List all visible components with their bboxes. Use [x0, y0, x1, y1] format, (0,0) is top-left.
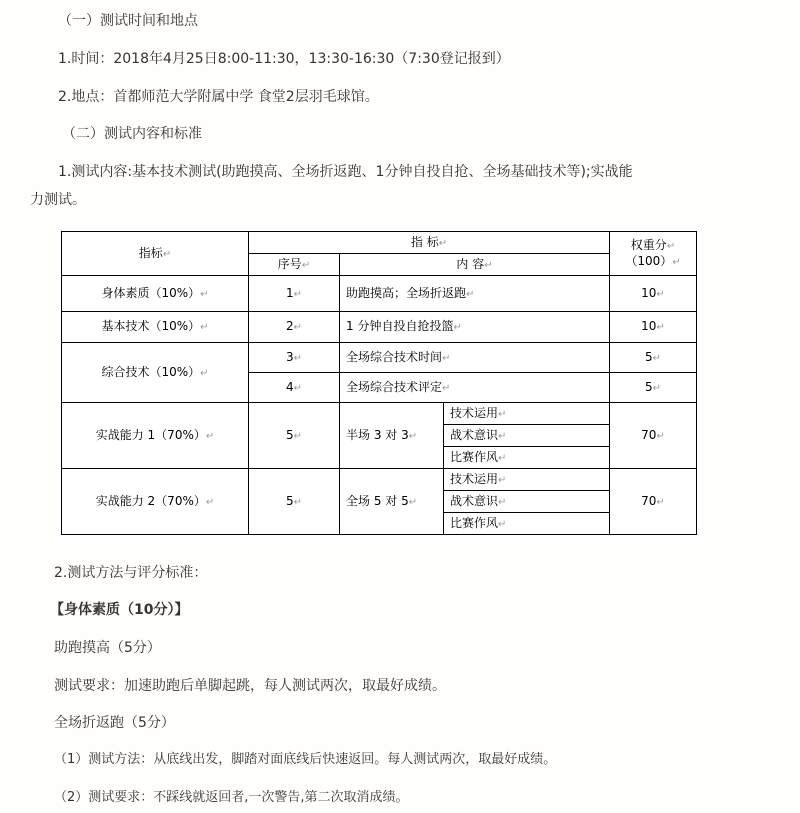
table-row [62, 343, 697, 373]
row-combat1-item-2: 战术意识↵ [444, 425, 610, 447]
row-physical-name: 身体素质（10%）↵ [62, 276, 249, 312]
row-combined-seq-3: 3↵ [249, 343, 340, 373]
row-combined-content-3: 全场综合技术时间↵ [340, 343, 610, 373]
indicator-table-panel [54, 224, 704, 546]
row-basic-name: 基本技术（10%）↵ [62, 312, 249, 343]
header-content: 内 容↵ [340, 254, 610, 276]
table-row [62, 312, 697, 343]
row-combat1-seq: 5↵ [249, 403, 340, 469]
row-combat2-item-2: 战术意识↵ [444, 491, 610, 513]
section2-heading: （二）测试内容和标准 [62, 126, 202, 142]
indicator-table [61, 231, 697, 535]
row-combat1-item-3: 比赛作风↵ [444, 447, 610, 469]
row-basic-weight: 10↵ [610, 312, 697, 343]
row-physical-content: 助跑摸高；全场折返跑↵ [340, 276, 610, 312]
table-row [62, 403, 697, 425]
row-combined-name: 综合技术（10%）↵ [62, 343, 249, 403]
physical-quality-title: 【身体素质（10分）】 [50, 602, 189, 618]
row-combined-content-4: 全场综合技术评定↵ [340, 373, 610, 403]
run-jump-requirement: 测试要求：加速助跑后单脚起跳，每人测试两次，取最好成绩。 [54, 678, 446, 694]
row-combat2-seq: 5↵ [249, 469, 340, 535]
row-physical-weight: 10↵ [610, 276, 697, 312]
row-combat1-weight: 70↵ [610, 403, 697, 469]
test-content-line2: 力测试。 [30, 192, 86, 208]
test-content-line1: 1.测试内容:基本技术测试(助跑摸高、全场折返跑、1分钟自投自抢、全场基础技术等);实战能 [58, 164, 633, 180]
row-basic-content: 1 分钟自投自抢投篮↵ [340, 312, 610, 343]
row-combined-weight-4: 5↵ [610, 373, 697, 403]
row-combat2-format: 全场 5 对 5↵ [340, 469, 444, 535]
table-row [62, 276, 697, 312]
row-combat2-name: 实战能力 2（70%）↵ [62, 469, 249, 535]
test-time: 1.时间：2018年4月25日8:00-11:30，13:30-16:30（7:30登记报到） [58, 51, 510, 67]
header-weight: 权重分↵ （100）↵ [610, 232, 697, 276]
row-combined-seq-4: 4↵ [249, 373, 340, 403]
row-combat2-item-3: 比赛作风↵ [444, 513, 610, 535]
row-basic-seq: 2↵ [249, 312, 340, 343]
row-combined-weight-3: 5↵ [610, 343, 697, 373]
row-combat1-format: 半场 3 对 3↵ [340, 403, 444, 469]
header-indicator-group: 指 标↵ [249, 232, 610, 254]
row-combat1-item-1: 技术运用↵ [444, 403, 610, 425]
row-combat2-item-1: 技术运用↵ [444, 469, 610, 491]
shuttle-run-requirement: （2）测试要求：不踩线就返回者,一次警告,第二次取消成绩。 [54, 790, 409, 805]
shuttle-run-method: （1）测试方法：从底线出发，脚踏对面底线后快速返回。每人测试两次，取最好成绩。 [54, 752, 557, 767]
header-seq: 序号↵ [249, 254, 340, 276]
row-combat1-name: 实战能力 1（70%）↵ [62, 403, 249, 469]
test-place: 2.地点：首都师范大学附属中学 食堂2层羽毛球馆。 [58, 89, 379, 105]
row-physical-seq: 1↵ [249, 276, 340, 312]
shuttle-run-title: 全场折返跑（5分） [54, 715, 175, 731]
run-jump-title: 助跑摸高（5分） [54, 640, 161, 656]
row-combat2-weight: 70↵ [610, 469, 697, 535]
methods-heading: 2.测试方法与评分标准： [54, 565, 208, 581]
header-indicator: 指标↵ [62, 232, 249, 276]
table-row [62, 469, 697, 491]
section1-heading: （一）测试时间和地点 [58, 13, 198, 29]
